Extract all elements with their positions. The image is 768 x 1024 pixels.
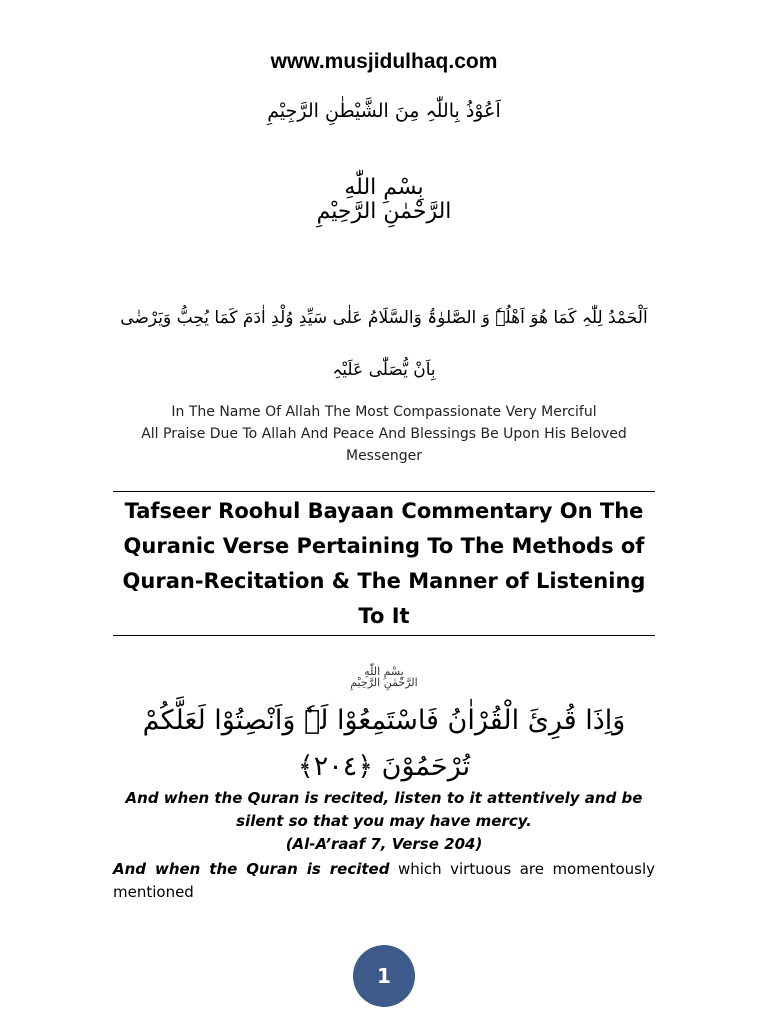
quran-verse: وَاِذَا قُرِئَ الْقُرْاٰنُ فَاسْتَمِعُوْا لَہٗ وَاَنْصِتُوْا لَعَلَّكُمْ تُرْحَمُوْنَ ﴿٢٠٤﴾ bbox=[142, 705, 626, 782]
intro-line-2: All Praise Due To Allah And Peace And Blessings Be Upon His Beloved Messenger bbox=[141, 426, 627, 464]
basmala-calligraphy-large bbox=[0, 176, 768, 224]
basmala-small-line-2: الرَّحْمٰنِ الرَّحِيْمِ bbox=[350, 676, 418, 689]
verse-translation bbox=[113, 787, 655, 856]
basmala-calligraphy-small bbox=[0, 666, 768, 688]
verse-reference: (Al-A’raaf 7, Verse 204) bbox=[285, 835, 483, 853]
intro-line-1: In The Name Of Allah The Most Compassionate Very Merciful bbox=[171, 404, 597, 420]
taawwuz-arabic: اَعُوْذُ بِاللّٰہِ مِنَ الشَّیْطٰنِ الرَّجِیْمِ bbox=[267, 100, 501, 122]
commentary-paragraph bbox=[113, 858, 655, 904]
commentary-lead: And when the Quran is recited bbox=[113, 860, 390, 878]
translation-text: And when the Quran is recited, listen to it attentively and be silent so that you may have mercy. bbox=[125, 789, 643, 830]
page-number-badge bbox=[353, 945, 415, 1007]
durood-arabic: اَلْحَمْدُ لِلّٰہِ كَمَا ھُوَ اَھْلُہٗ وَ الصَّلوٰۃُ وَالسَّلَامُ عَلٰى سَیِّدِ وُلْدِ اٰدَمَ كَمَا یُحِبُّ وَیَرْضٰى بِاَنْ یُّصَلّٰى عَلَیْہِ bbox=[120, 308, 648, 380]
commentary-rest: which virtuous are momentously mentioned bbox=[113, 860, 656, 901]
english-intro bbox=[130, 401, 638, 467]
document-title: Tafseer Roohul Bayaan Commentary On The Quranic Verse Pertaining To The Methods of Quran-Recitation & The Manner of Listening To It bbox=[122, 499, 646, 628]
basmala-line-1: بِسْمِ اللّٰهِ bbox=[344, 175, 424, 200]
title-box bbox=[113, 491, 655, 636]
page-number: 1 bbox=[377, 964, 391, 988]
site-url: www.musjidulhaq.com bbox=[270, 50, 498, 73]
basmala-line-2: الرَّحْمٰنِ الرَّحِیْمِ bbox=[316, 199, 452, 224]
basmala-small-line-1: بِسْمِ اللّٰهِ bbox=[364, 665, 404, 678]
